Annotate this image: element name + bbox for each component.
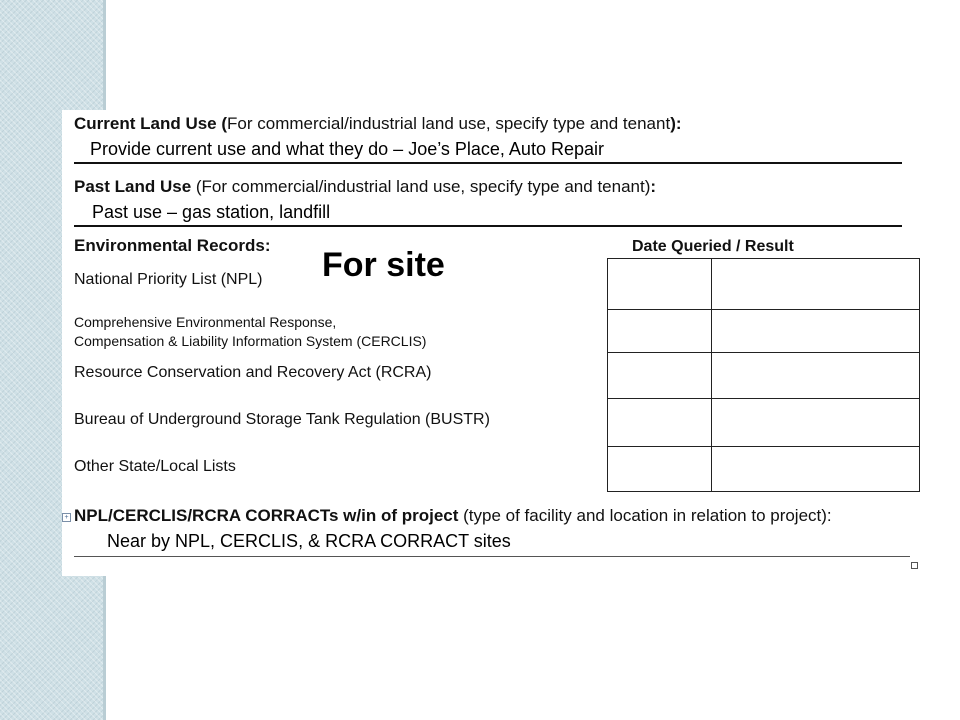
current-land-use-line bbox=[74, 162, 902, 164]
cerclis-date-cell[interactable] bbox=[608, 310, 712, 353]
record-other-lists-label: Other State/Local Lists bbox=[74, 458, 236, 475]
date-result-table bbox=[607, 258, 920, 492]
other-lists-result-cell[interactable] bbox=[712, 447, 920, 492]
record-rcra-label: Resource Conservation and Recovery Act (RCRA) bbox=[74, 364, 432, 381]
table-row bbox=[608, 399, 920, 447]
past-land-use-colon: : bbox=[650, 177, 657, 196]
current-land-use-label bbox=[74, 114, 682, 134]
record-cerclis-line1: Comprehensive Environmental Response, bbox=[74, 314, 337, 330]
resize-handle-icon[interactable] bbox=[911, 562, 918, 569]
bustr-result-cell[interactable] bbox=[712, 399, 920, 447]
corracts-line bbox=[74, 556, 910, 557]
record-cerclis-line2: Compensation & Liability Information System (CERCLIS) bbox=[74, 333, 427, 349]
corracts-label bbox=[74, 506, 832, 526]
current-land-use-answer[interactable]: Provide current use and what they do – Joe’s Place, Auto Repair bbox=[90, 139, 604, 159]
current-land-use-instructions: For commercial/industrial land use, specify type and tenant bbox=[227, 114, 671, 133]
past-land-use-line bbox=[74, 225, 902, 227]
for-site-note: For site bbox=[322, 246, 445, 284]
past-land-use-title: Past Land Use bbox=[74, 177, 192, 196]
past-land-use-answer[interactable]: Past use – gas station, landfill bbox=[92, 202, 331, 222]
corracts-title: NPL/CERCLIS/RCRA CORRACTs w/in of project bbox=[74, 506, 459, 525]
record-cerclis-label bbox=[74, 313, 494, 351]
table-row bbox=[608, 353, 920, 399]
table-row bbox=[608, 310, 920, 353]
npl-result-cell[interactable] bbox=[712, 259, 920, 310]
table-row bbox=[608, 447, 920, 492]
bustr-date-cell[interactable] bbox=[608, 399, 712, 447]
past-land-use-label bbox=[74, 177, 656, 197]
other-lists-date-cell[interactable] bbox=[608, 447, 712, 492]
rcra-date-cell[interactable] bbox=[608, 353, 712, 399]
npl-date-cell[interactable] bbox=[608, 259, 712, 310]
environmental-form bbox=[62, 110, 922, 576]
table-row bbox=[608, 259, 920, 310]
current-land-use-title: Current Land Use ( bbox=[74, 114, 228, 133]
date-queried-header: Date Queried / Result bbox=[632, 238, 794, 255]
corracts-answer[interactable]: Near by NPL, CERCLIS, & RCRA CORRACT sites bbox=[107, 531, 511, 551]
table-anchor-icon[interactable]: + bbox=[62, 513, 71, 522]
environmental-records-title: Environmental Records: bbox=[74, 236, 271, 255]
corracts-instructions: (type of facility and location in relation to project): bbox=[458, 506, 832, 525]
past-land-use-instructions: (For commercial/industrial land use, specify type and tenant) bbox=[191, 177, 651, 196]
cerclis-result-cell[interactable] bbox=[712, 310, 920, 353]
rcra-result-cell[interactable] bbox=[712, 353, 920, 399]
current-land-use-colon: ): bbox=[670, 114, 682, 133]
record-npl-label: National Priority List (NPL) bbox=[74, 271, 263, 288]
record-bustr-label: Bureau of Underground Storage Tank Regulation (BUSTR) bbox=[74, 411, 490, 428]
